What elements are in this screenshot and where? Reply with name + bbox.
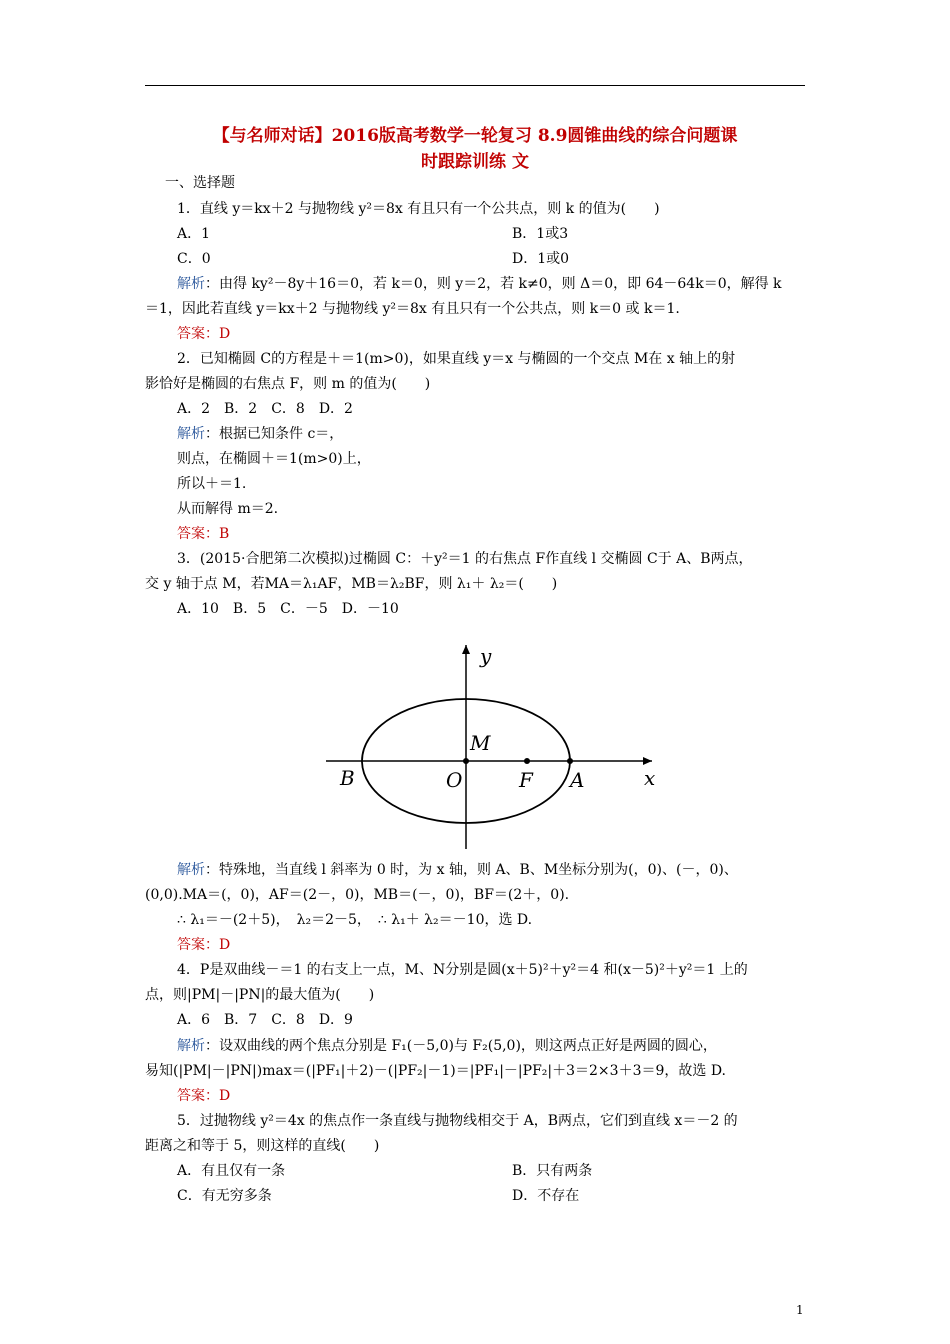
label-b: B: [340, 766, 355, 790]
q4-solution-label: 解析: [177, 1038, 205, 1054]
q3-stem-line1: 3．(2015·合肥第二次模拟)过椭圆 C：＋y²＝1 的右焦点 F作直线 l 交椭圆 C于 A、B两点，: [177, 551, 753, 567]
q1-option-c: C．0: [177, 251, 211, 267]
label-o: O: [446, 768, 463, 792]
q1-solution-line2: ＝1，因此若直线 y＝kx＋2 与抛物线 y²＝8x 有且只有一个公共点，则 k＝0 或 k＝1.: [145, 301, 680, 317]
q3-solution-line3: ∴ λ₁＝－(2＋5)， λ₂＝2－5， ∴ λ₁＋ λ₂＝－10，选 D.: [177, 912, 533, 928]
document-title-line1: 【与名师对话】2016版高考数学一轮复习 8.9圆锥曲线的综合问题课: [212, 126, 738, 146]
q1-answer: 答案：D: [177, 326, 231, 342]
q1-option-d: D．1或0: [512, 251, 570, 267]
q3-solution-line1: 解析：特殊地，当直线 l 斜率为 0 时，为 x 轴，则 A、B、M坐标分别为(，0)、(－，0)、: [177, 862, 738, 878]
q2-solution-line1: 解析：根据已知条件 c＝，: [177, 426, 344, 442]
q3-stem-line2: 交 y 轴于点 M，若MA＝λ₁AF，MB＝λ₂BF，则 λ₁＋ λ₂＝( ): [145, 576, 558, 592]
q5-option-d: D．不存在: [512, 1188, 580, 1204]
q3-options: A．10 B．5 C．－5 D．－10: [177, 601, 399, 617]
q5-stem-line2: 距离之和等于 5，则这样的直线( ): [145, 1138, 380, 1154]
q2-stem-line2: 影恰好是椭圆的右焦点 F，则 m 的值为( ): [145, 376, 431, 392]
q1-option-a: A．1: [177, 226, 211, 242]
q3-solution-line2: (0,0).MA＝(，0)，AF＝(2－，0)，MB＝(－，0)，BF＝(2＋，0).: [145, 887, 570, 903]
q2-solution-line2: 则点，在椭圆＋＝1(m>0)上，: [177, 451, 371, 467]
q2-solution-label: 解析: [177, 426, 205, 442]
document-title-line2: 时跟踪训练 文: [421, 152, 529, 172]
q4-stem-line2: 点，则|PM|－|PN|的最大值为( ): [145, 987, 375, 1003]
q4-solution-line1: 解析：设双曲线的两个焦点分别是 F₁(－5,0)与 F₂(5,0)，则这两点正好是两圆的圆心，: [177, 1038, 717, 1054]
label-f: F: [519, 768, 533, 792]
q2-stem-line1: 2．已知椭圆 C的方程是＋＝1(m>0)，如果直线 y＝x 与椭圆的一个交点 M在 x 轴上的射: [177, 351, 736, 367]
q5-option-c: C．有无穷多条: [177, 1188, 272, 1204]
point-a: [567, 758, 573, 764]
q2-solution-line4: 从而解得 m＝2.: [177, 501, 279, 517]
q2-answer: 答案：B: [177, 526, 230, 542]
label-m: M: [470, 731, 491, 755]
header-rule: [145, 85, 805, 86]
point-focus-f: [524, 758, 530, 764]
q3-answer: 答案：D: [177, 937, 231, 953]
ellipse-figure: [320, 635, 680, 850]
q2-options: A．2 B．2 C．8 D．2: [177, 401, 353, 417]
q5-option-a: A．有且仅有一条: [177, 1163, 286, 1179]
q1-solution-line1: 解析：由得 ky²－8y＋16＝0，若 k＝0，则 y＝2，若 k≠0，则 Δ＝0，即 64－64k＝0，解得 k: [177, 276, 782, 292]
q4-answer: 答案：D: [177, 1088, 231, 1104]
q4-solution-line2: 易知(|PM|－|PN|)max＝(|PF₁|＋2)－(|PF₂|－1)＝|PF₁|－|PF₂|＋3＝2×3＋3＝9，故选 D.: [145, 1063, 727, 1079]
point-origin: [463, 758, 469, 764]
q4-stem-line1: 4．P是双曲线－＝1 的右支上一点，M、N分别是圆(x＋5)²＋y²＝4 和(x－5)²＋y²＝1 上的: [177, 962, 748, 978]
label-a: A: [570, 768, 585, 792]
q4-options: A．6 B．7 C．8 D．9: [177, 1012, 353, 1028]
q5-option-b: B．只有两条: [512, 1163, 593, 1179]
q2-solution-line3: 所以＋＝1.: [177, 476, 247, 492]
q3-solution-label: 解析: [177, 862, 205, 878]
label-y: y: [480, 644, 492, 668]
q1-option-b: B．1或3: [512, 226, 569, 242]
q1-stem: 1．直线 y＝kx＋2 与抛物线 y²＝8x 有且只有一个公共点，则 k 的值为( ): [177, 201, 660, 217]
label-x: x: [644, 766, 656, 790]
q5-stem-line1: 5．过抛物线 y²＝4x 的焦点作一条直线与抛物线相交于 A，B两点，它们到直线 x＝－2 的: [177, 1113, 738, 1129]
section-heading: 一、选择题: [165, 175, 235, 191]
q1-solution-label: 解析: [177, 276, 205, 292]
page-number: 1: [796, 1303, 804, 1317]
